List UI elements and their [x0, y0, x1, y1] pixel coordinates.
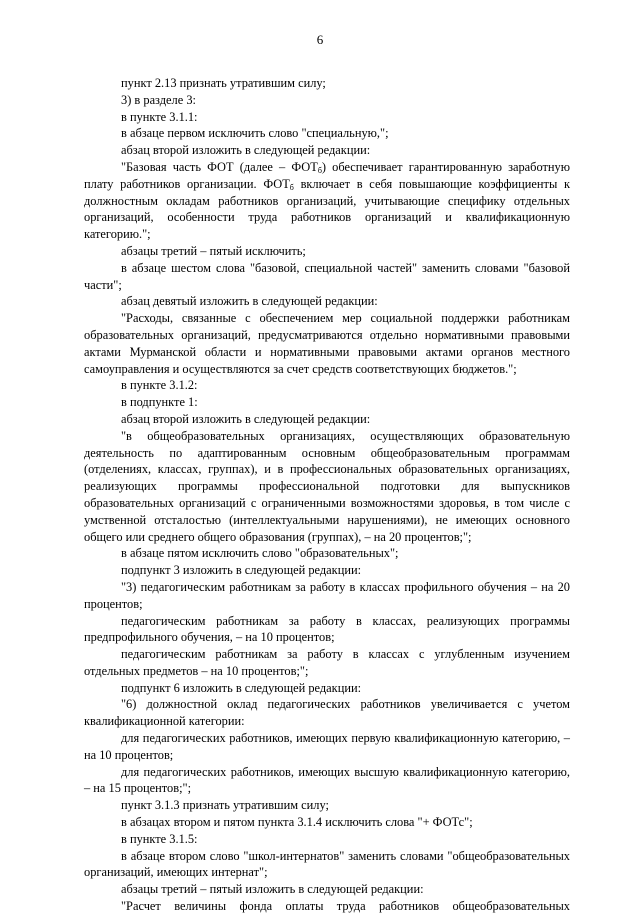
paragraph: для педагогических работников, имеющих первую квалификационную категорию, – на 10 процентов;	[84, 731, 570, 762]
paragraph: "Расчет величины фонда оплаты труда работников общеобразовательных	[121, 899, 570, 914]
paragraph: в абзаце втором слово "школ-интернатов" заменить словами "общеобразовательных организаций, имеющих интернат";	[84, 848, 570, 880]
paragraph-text: "Базовая часть ФОТ (далее – ФОТ	[121, 159, 318, 174]
paragraph: в подпункте 1:	[121, 395, 198, 410]
paragraph: пункт 2.13 признать утратившим силу;	[121, 76, 326, 90]
subscript: б	[317, 165, 322, 175]
paragraph: "в общеобразовательных организациях, осуществляющих образовательную деятельность по адаптированным основным общеобразовательным программам (отделениях, классах, группах), и в профессиональных образовательных организациях, реализующих программы профессиональной подготовки для выпускников образовательных организаций с ограниченными возможностями здоровья, в том числе с умственной отсталостью (интеллектуальными нарушениями), не имеющих основного общего или среднего общего образования (группах), – на 20 процентов;";	[84, 428, 570, 544]
paragraph: абзацы третий – пятый изложить в следующей редакции:	[121, 882, 424, 897]
paragraph: абзац второй изложить в следующей редакции:	[121, 411, 371, 426]
paragraph: пункт 3.1.3 признать утратившим силу;	[121, 798, 329, 813]
paragraph: подпункт 3 изложить в следующей редакции:	[121, 563, 362, 578]
page-number: 6	[316, 32, 324, 47]
subscript: б	[289, 182, 294, 192]
paragraph-text: ) обеспечивает гарантированную заработную плату работников организации. ФОТ	[84, 159, 570, 191]
paragraph: абзац второй изложить в следующей редакции:	[121, 143, 371, 158]
paragraph	[84, 159, 570, 243]
paragraph-text: включает в себя повышающие коэффициенты к должностным окладам работников организаций, учитывающие специфику отдельных организаций, особенности труда работников организаций и квалификационную категорию.";	[84, 176, 570, 242]
paragraph: в пункте 3.1.5:	[121, 831, 198, 846]
paragraph: в пункте 3.1.2:	[121, 378, 198, 393]
paragraph: "3) педагогическим работникам за работу в классах профильного обучения – на 20 процентов;	[84, 579, 570, 611]
document-body	[84, 75, 570, 915]
paragraph: 3) в разделе 3:	[121, 92, 196, 107]
paragraph: в абзацах втором и пятом пункта 3.1.4 исключить слова "+ ФОТс";	[121, 815, 473, 830]
paragraph: "6) должностной оклад педагогических работников увеличивается с учетом квалификационной категории:	[84, 697, 570, 729]
paragraph: абзац девятый изложить в следующей редакции:	[121, 294, 378, 309]
paragraph: "Расходы, связанные с обеспечением мер социальной поддержки работникам образовательных организаций, предусматриваются отдельно нормативными правовыми актами Мурманской области и нормативными правовыми актами органов местного самоуправления и осуществляются за счет средств соответствующих бюджетов.";	[84, 311, 570, 376]
paragraph: абзацы третий – пятый исключить;	[121, 243, 306, 258]
paragraph: в пункте 3.1.1:	[121, 109, 198, 124]
paragraph: в абзаце первом исключить слово "специальную,";	[121, 126, 389, 141]
paragraph: педагогическим работникам за работу в классах, реализующих программы предпрофильного обучения, – на 10 процентов;	[84, 613, 570, 645]
paragraph: педагогическим работникам за работу в классах с углубленным изучением отдельных предметов – на 10 процентов;";	[84, 647, 570, 678]
paragraph: в абзаце шестом слова "базовой, специальной частей" заменить словами "базовой части";	[84, 260, 570, 292]
paragraph: для педагогических работников, имеющих высшую квалификационную категорию, – на 15 процентов;";	[84, 764, 570, 796]
paragraph: подпункт 6 изложить в следующей редакции:	[121, 680, 362, 695]
paragraph: в абзаце пятом исключить слово "образовательных";	[121, 546, 399, 561]
